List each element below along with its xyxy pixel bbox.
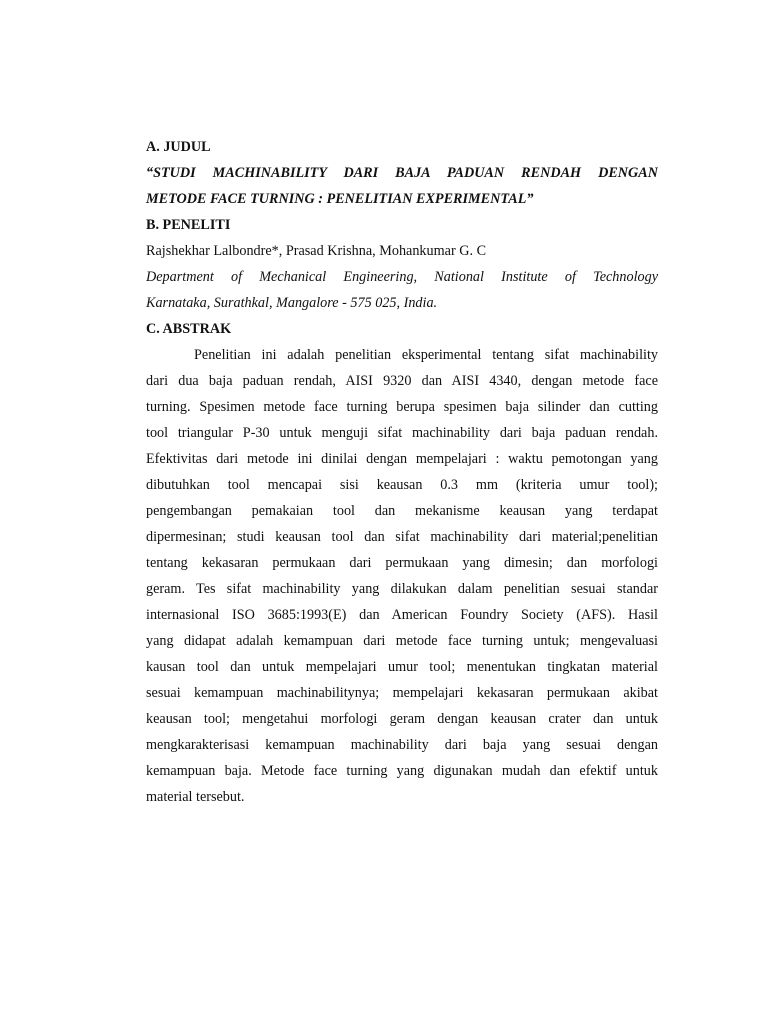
affiliation-line-1: Department of Mechanical Engineering, National Institute of Technology bbox=[146, 269, 658, 285]
title-line-2: METODE FACE TURNING : PENELITIAN EXPERIMENTAL” bbox=[146, 191, 534, 207]
abstract-line: internasional ISO 3685:1993(E) dan American Foundry Society (AFS). Hasil bbox=[146, 607, 658, 623]
abstract-line: Penelitian ini adalah penelitian eksperimental tentang sifat machinability bbox=[194, 347, 658, 363]
section-c-heading: C. ABSTRAK bbox=[146, 321, 232, 337]
abstract-line: dari dua baja paduan rendah, AISI 9320 dan AISI 4340, dengan metode face bbox=[146, 373, 658, 389]
abstract-line: turning. Spesimen metode face turning berupa spesimen baja silinder dan cutting bbox=[146, 399, 658, 415]
abstract-line: geram. Tes sifat machinability yang dilakukan dalam penelitian sesuai standar bbox=[146, 581, 658, 597]
affiliation-line-2: Karnataka, Surathkal, Mangalore - 575 025, India. bbox=[146, 295, 438, 311]
section-b-heading: B. PENELITI bbox=[146, 217, 231, 233]
abstract-line: keausan tool; mengetahui morfologi geram dengan keausan crater dan untuk bbox=[146, 711, 658, 727]
section-a-heading: A. JUDUL bbox=[146, 139, 211, 155]
abstract-line: pengembangan pemakaian tool dan mekanisme keausan yang terdapat bbox=[146, 503, 658, 519]
abstract-line: kemampuan baja. Metode face turning yang digunakan mudah dan efektif untuk bbox=[146, 763, 658, 779]
abstract-line: mengkarakterisasi kemampuan machinability dari baja yang sesuai dengan bbox=[146, 737, 658, 753]
abstract-line: yang didapat adalah kemampuan dari metode face turning untuk; mengevaluasi bbox=[146, 633, 658, 649]
abstract-line: sesuai kemampuan machinabilitynya; mempelajari kekasaran permukaan akibat bbox=[146, 685, 658, 701]
abstract-paragraph bbox=[146, 342, 658, 810]
abstract-line: Efektivitas dari metode ini dinilai dengan mempelajari : waktu pemotongan yang bbox=[146, 451, 658, 467]
title-line-1: “STUDI MACHINABILITY DARI BAJA PADUAN RENDAH DENGAN bbox=[146, 165, 658, 181]
abstract-line: tool triangular P-30 untuk menguji sifat machinability dari baja paduan rendah. bbox=[146, 425, 658, 441]
authors-line: Rajshekhar Lalbondre*, Prasad Krishna, Mohankumar G. C bbox=[146, 243, 487, 259]
abstract-line: dipermesinan; studi keausan tool dan sifat machinability dari material;penelitian bbox=[146, 529, 658, 545]
abstract-line: tentang kekasaran permukaan dari permukaan yang dimesin; dan morfologi bbox=[146, 555, 658, 571]
abstract-line: dibutuhkan tool mencapai sisi keausan 0.3 mm (kriteria umur tool); bbox=[146, 477, 658, 493]
abstract-line: material tersebut. bbox=[146, 789, 245, 805]
document-page bbox=[146, 134, 658, 810]
abstract-line: kausan tool dan untuk mempelajari umur tool; menentukan tingkatan material bbox=[146, 659, 658, 675]
